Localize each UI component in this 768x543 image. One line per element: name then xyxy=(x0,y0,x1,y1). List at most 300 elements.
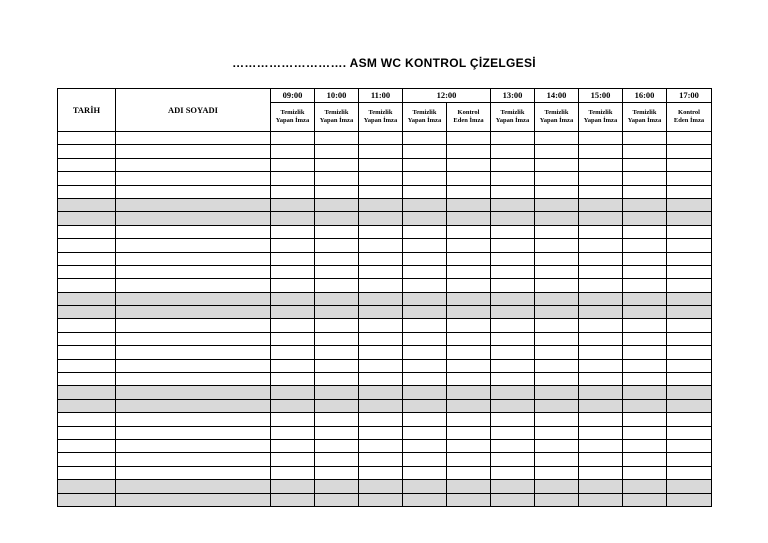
signature-cell[interactable] xyxy=(667,292,712,305)
signature-cell[interactable] xyxy=(315,453,359,466)
date-cell[interactable] xyxy=(58,132,116,145)
signature-cell[interactable] xyxy=(491,185,535,198)
name-cell[interactable] xyxy=(116,292,271,305)
signature-cell[interactable] xyxy=(623,439,667,452)
signature-cell[interactable] xyxy=(403,279,447,292)
signature-cell[interactable] xyxy=(359,185,403,198)
signature-cell[interactable] xyxy=(535,319,579,332)
signature-cell[interactable] xyxy=(579,453,623,466)
signature-cell[interactable] xyxy=(491,252,535,265)
signature-cell[interactable] xyxy=(359,413,403,426)
signature-cell[interactable] xyxy=(667,306,712,319)
date-cell[interactable] xyxy=(58,413,116,426)
signature-cell[interactable] xyxy=(667,225,712,238)
signature-cell[interactable] xyxy=(579,332,623,345)
signature-cell[interactable] xyxy=(491,373,535,386)
signature-cell[interactable] xyxy=(623,132,667,145)
signature-cell[interactable] xyxy=(315,279,359,292)
signature-cell[interactable] xyxy=(271,239,315,252)
signature-cell[interactable] xyxy=(667,132,712,145)
signature-cell[interactable] xyxy=(315,466,359,479)
signature-cell[interactable] xyxy=(491,279,535,292)
signature-cell[interactable] xyxy=(623,466,667,479)
signature-cell[interactable] xyxy=(315,145,359,158)
signature-cell[interactable] xyxy=(403,346,447,359)
signature-cell[interactable] xyxy=(535,346,579,359)
signature-cell[interactable] xyxy=(403,306,447,319)
signature-cell[interactable] xyxy=(491,399,535,412)
signature-cell[interactable] xyxy=(535,145,579,158)
signature-cell[interactable] xyxy=(359,212,403,225)
date-cell[interactable] xyxy=(58,225,116,238)
signature-cell[interactable] xyxy=(491,292,535,305)
signature-cell[interactable] xyxy=(359,132,403,145)
signature-cell[interactable] xyxy=(403,158,447,171)
date-cell[interactable] xyxy=(58,439,116,452)
signature-cell[interactable] xyxy=(403,466,447,479)
signature-cell[interactable] xyxy=(579,252,623,265)
date-cell[interactable] xyxy=(58,185,116,198)
date-cell[interactable] xyxy=(58,399,116,412)
date-cell[interactable] xyxy=(58,319,116,332)
signature-cell[interactable] xyxy=(403,413,447,426)
signature-cell[interactable] xyxy=(623,279,667,292)
signature-cell[interactable] xyxy=(271,172,315,185)
signature-cell[interactable] xyxy=(315,198,359,211)
name-cell[interactable] xyxy=(116,493,271,506)
signature-cell[interactable] xyxy=(315,158,359,171)
signature-cell[interactable] xyxy=(535,279,579,292)
name-cell[interactable] xyxy=(116,319,271,332)
signature-cell[interactable] xyxy=(623,386,667,399)
signature-cell[interactable] xyxy=(491,145,535,158)
date-cell[interactable] xyxy=(58,373,116,386)
signature-cell[interactable] xyxy=(579,172,623,185)
signature-cell[interactable] xyxy=(579,346,623,359)
signature-cell[interactable] xyxy=(579,399,623,412)
signature-cell[interactable] xyxy=(667,252,712,265)
signature-cell[interactable] xyxy=(271,132,315,145)
signature-cell[interactable] xyxy=(579,306,623,319)
signature-cell[interactable] xyxy=(535,493,579,506)
signature-cell[interactable] xyxy=(535,399,579,412)
signature-cell[interactable] xyxy=(403,373,447,386)
signature-cell[interactable] xyxy=(667,493,712,506)
signature-cell[interactable] xyxy=(359,373,403,386)
signature-cell[interactable] xyxy=(535,359,579,372)
signature-cell[interactable] xyxy=(535,439,579,452)
signature-cell[interactable] xyxy=(315,306,359,319)
signature-cell[interactable] xyxy=(667,158,712,171)
signature-cell[interactable] xyxy=(315,172,359,185)
signature-cell[interactable] xyxy=(667,319,712,332)
name-cell[interactable] xyxy=(116,145,271,158)
signature-cell[interactable] xyxy=(403,439,447,452)
signature-cell[interactable] xyxy=(623,346,667,359)
signature-cell[interactable] xyxy=(535,306,579,319)
signature-cell[interactable] xyxy=(623,332,667,345)
signature-cell[interactable] xyxy=(623,292,667,305)
signature-cell[interactable] xyxy=(271,279,315,292)
signature-cell[interactable] xyxy=(491,359,535,372)
signature-cell[interactable] xyxy=(623,399,667,412)
signature-cell[interactable] xyxy=(271,212,315,225)
signature-cell[interactable] xyxy=(667,399,712,412)
signature-cell[interactable] xyxy=(447,332,491,345)
signature-cell[interactable] xyxy=(491,332,535,345)
signature-cell[interactable] xyxy=(271,225,315,238)
name-cell[interactable] xyxy=(116,399,271,412)
signature-cell[interactable] xyxy=(579,493,623,506)
signature-cell[interactable] xyxy=(359,158,403,171)
signature-cell[interactable] xyxy=(667,480,712,493)
signature-cell[interactable] xyxy=(315,319,359,332)
signature-cell[interactable] xyxy=(579,145,623,158)
signature-cell[interactable] xyxy=(315,346,359,359)
signature-cell[interactable] xyxy=(447,373,491,386)
signature-cell[interactable] xyxy=(271,493,315,506)
signature-cell[interactable] xyxy=(623,239,667,252)
signature-cell[interactable] xyxy=(315,265,359,278)
date-cell[interactable] xyxy=(58,158,116,171)
date-cell[interactable] xyxy=(58,172,116,185)
signature-cell[interactable] xyxy=(491,426,535,439)
date-cell[interactable] xyxy=(58,493,116,506)
signature-cell[interactable] xyxy=(623,319,667,332)
signature-cell[interactable] xyxy=(579,212,623,225)
signature-cell[interactable] xyxy=(579,373,623,386)
signature-cell[interactable] xyxy=(579,158,623,171)
signature-cell[interactable] xyxy=(491,439,535,452)
signature-cell[interactable] xyxy=(579,359,623,372)
signature-cell[interactable] xyxy=(359,480,403,493)
signature-cell[interactable] xyxy=(667,145,712,158)
date-cell[interactable] xyxy=(58,265,116,278)
signature-cell[interactable] xyxy=(535,185,579,198)
signature-cell[interactable] xyxy=(491,225,535,238)
date-cell[interactable] xyxy=(58,252,116,265)
name-cell[interactable] xyxy=(116,453,271,466)
signature-cell[interactable] xyxy=(447,198,491,211)
signature-cell[interactable] xyxy=(271,453,315,466)
signature-cell[interactable] xyxy=(491,265,535,278)
signature-cell[interactable] xyxy=(535,466,579,479)
signature-cell[interactable] xyxy=(403,185,447,198)
signature-cell[interactable] xyxy=(623,306,667,319)
signature-cell[interactable] xyxy=(535,386,579,399)
signature-cell[interactable] xyxy=(667,466,712,479)
signature-cell[interactable] xyxy=(579,292,623,305)
signature-cell[interactable] xyxy=(447,466,491,479)
signature-cell[interactable] xyxy=(579,319,623,332)
signature-cell[interactable] xyxy=(271,185,315,198)
signature-cell[interactable] xyxy=(359,252,403,265)
signature-cell[interactable] xyxy=(315,292,359,305)
signature-cell[interactable] xyxy=(403,493,447,506)
signature-cell[interactable] xyxy=(359,453,403,466)
date-cell[interactable] xyxy=(58,466,116,479)
date-cell[interactable] xyxy=(58,453,116,466)
signature-cell[interactable] xyxy=(359,306,403,319)
signature-cell[interactable] xyxy=(403,319,447,332)
signature-cell[interactable] xyxy=(535,413,579,426)
signature-cell[interactable] xyxy=(271,158,315,171)
signature-cell[interactable] xyxy=(403,292,447,305)
signature-cell[interactable] xyxy=(359,439,403,452)
date-cell[interactable] xyxy=(58,279,116,292)
name-cell[interactable] xyxy=(116,426,271,439)
signature-cell[interactable] xyxy=(403,239,447,252)
signature-cell[interactable] xyxy=(579,265,623,278)
signature-cell[interactable] xyxy=(447,292,491,305)
signature-cell[interactable] xyxy=(491,132,535,145)
date-cell[interactable] xyxy=(58,359,116,372)
signature-cell[interactable] xyxy=(491,306,535,319)
signature-cell[interactable] xyxy=(403,332,447,345)
name-cell[interactable] xyxy=(116,225,271,238)
signature-cell[interactable] xyxy=(667,265,712,278)
signature-cell[interactable] xyxy=(403,145,447,158)
signature-cell[interactable] xyxy=(271,359,315,372)
signature-cell[interactable] xyxy=(271,306,315,319)
signature-cell[interactable] xyxy=(315,480,359,493)
signature-cell[interactable] xyxy=(491,413,535,426)
signature-cell[interactable] xyxy=(359,319,403,332)
signature-cell[interactable] xyxy=(491,239,535,252)
signature-cell[interactable] xyxy=(447,225,491,238)
signature-cell[interactable] xyxy=(271,386,315,399)
signature-cell[interactable] xyxy=(535,453,579,466)
name-cell[interactable] xyxy=(116,480,271,493)
date-cell[interactable] xyxy=(58,145,116,158)
signature-cell[interactable] xyxy=(623,225,667,238)
signature-cell[interactable] xyxy=(535,292,579,305)
signature-cell[interactable] xyxy=(447,399,491,412)
signature-cell[interactable] xyxy=(667,212,712,225)
signature-cell[interactable] xyxy=(579,466,623,479)
signature-cell[interactable] xyxy=(447,413,491,426)
signature-cell[interactable] xyxy=(315,239,359,252)
signature-cell[interactable] xyxy=(271,346,315,359)
signature-cell[interactable] xyxy=(623,145,667,158)
signature-cell[interactable] xyxy=(403,198,447,211)
date-cell[interactable] xyxy=(58,292,116,305)
signature-cell[interactable] xyxy=(579,185,623,198)
signature-cell[interactable] xyxy=(535,239,579,252)
signature-cell[interactable] xyxy=(667,332,712,345)
signature-cell[interactable] xyxy=(623,480,667,493)
signature-cell[interactable] xyxy=(447,426,491,439)
signature-cell[interactable] xyxy=(403,399,447,412)
signature-cell[interactable] xyxy=(623,212,667,225)
signature-cell[interactable] xyxy=(315,493,359,506)
signature-cell[interactable] xyxy=(315,332,359,345)
signature-cell[interactable] xyxy=(315,359,359,372)
signature-cell[interactable] xyxy=(447,359,491,372)
signature-cell[interactable] xyxy=(447,172,491,185)
signature-cell[interactable] xyxy=(403,453,447,466)
signature-cell[interactable] xyxy=(667,172,712,185)
signature-cell[interactable] xyxy=(491,480,535,493)
signature-cell[interactable] xyxy=(491,198,535,211)
signature-cell[interactable] xyxy=(403,212,447,225)
date-cell[interactable] xyxy=(58,239,116,252)
signature-cell[interactable] xyxy=(359,145,403,158)
signature-cell[interactable] xyxy=(271,198,315,211)
date-cell[interactable] xyxy=(58,346,116,359)
signature-cell[interactable] xyxy=(667,279,712,292)
signature-cell[interactable] xyxy=(667,198,712,211)
signature-cell[interactable] xyxy=(667,386,712,399)
signature-cell[interactable] xyxy=(403,386,447,399)
signature-cell[interactable] xyxy=(535,172,579,185)
signature-cell[interactable] xyxy=(579,439,623,452)
name-cell[interactable] xyxy=(116,132,271,145)
signature-cell[interactable] xyxy=(359,332,403,345)
signature-cell[interactable] xyxy=(535,265,579,278)
date-cell[interactable] xyxy=(58,306,116,319)
signature-cell[interactable] xyxy=(447,306,491,319)
signature-cell[interactable] xyxy=(359,426,403,439)
signature-cell[interactable] xyxy=(271,373,315,386)
signature-cell[interactable] xyxy=(447,453,491,466)
signature-cell[interactable] xyxy=(359,346,403,359)
name-cell[interactable] xyxy=(116,279,271,292)
signature-cell[interactable] xyxy=(359,399,403,412)
signature-cell[interactable] xyxy=(359,466,403,479)
signature-cell[interactable] xyxy=(667,453,712,466)
signature-cell[interactable] xyxy=(315,413,359,426)
name-cell[interactable] xyxy=(116,373,271,386)
signature-cell[interactable] xyxy=(491,493,535,506)
signature-cell[interactable] xyxy=(315,132,359,145)
signature-cell[interactable] xyxy=(271,332,315,345)
signature-cell[interactable] xyxy=(623,359,667,372)
signature-cell[interactable] xyxy=(359,225,403,238)
signature-cell[interactable] xyxy=(579,239,623,252)
name-cell[interactable] xyxy=(116,346,271,359)
signature-cell[interactable] xyxy=(535,158,579,171)
signature-cell[interactable] xyxy=(315,386,359,399)
signature-cell[interactable] xyxy=(403,132,447,145)
signature-cell[interactable] xyxy=(271,292,315,305)
signature-cell[interactable] xyxy=(271,319,315,332)
signature-cell[interactable] xyxy=(447,346,491,359)
signature-cell[interactable] xyxy=(447,493,491,506)
name-cell[interactable] xyxy=(116,359,271,372)
signature-cell[interactable] xyxy=(579,198,623,211)
signature-cell[interactable] xyxy=(535,132,579,145)
signature-cell[interactable] xyxy=(579,426,623,439)
signature-cell[interactable] xyxy=(447,158,491,171)
signature-cell[interactable] xyxy=(315,212,359,225)
signature-cell[interactable] xyxy=(403,172,447,185)
signature-cell[interactable] xyxy=(447,265,491,278)
signature-cell[interactable] xyxy=(271,252,315,265)
signature-cell[interactable] xyxy=(623,453,667,466)
signature-cell[interactable] xyxy=(491,212,535,225)
name-cell[interactable] xyxy=(116,439,271,452)
signature-cell[interactable] xyxy=(447,185,491,198)
signature-cell[interactable] xyxy=(359,198,403,211)
name-cell[interactable] xyxy=(116,252,271,265)
signature-cell[interactable] xyxy=(359,386,403,399)
signature-cell[interactable] xyxy=(623,426,667,439)
name-cell[interactable] xyxy=(116,265,271,278)
signature-cell[interactable] xyxy=(271,466,315,479)
signature-cell[interactable] xyxy=(579,225,623,238)
signature-cell[interactable] xyxy=(535,198,579,211)
signature-cell[interactable] xyxy=(271,145,315,158)
signature-cell[interactable] xyxy=(667,373,712,386)
signature-cell[interactable] xyxy=(359,292,403,305)
signature-cell[interactable] xyxy=(359,239,403,252)
signature-cell[interactable] xyxy=(579,132,623,145)
signature-cell[interactable] xyxy=(359,493,403,506)
signature-cell[interactable] xyxy=(403,359,447,372)
name-cell[interactable] xyxy=(116,239,271,252)
signature-cell[interactable] xyxy=(667,185,712,198)
signature-cell[interactable] xyxy=(403,426,447,439)
signature-cell[interactable] xyxy=(315,225,359,238)
signature-cell[interactable] xyxy=(623,185,667,198)
signature-cell[interactable] xyxy=(447,239,491,252)
name-cell[interactable] xyxy=(116,332,271,345)
name-cell[interactable] xyxy=(116,198,271,211)
signature-cell[interactable] xyxy=(447,212,491,225)
signature-cell[interactable] xyxy=(403,265,447,278)
signature-cell[interactable] xyxy=(315,185,359,198)
name-cell[interactable] xyxy=(116,386,271,399)
signature-cell[interactable] xyxy=(623,198,667,211)
signature-cell[interactable] xyxy=(667,239,712,252)
signature-cell[interactable] xyxy=(271,399,315,412)
signature-cell[interactable] xyxy=(271,426,315,439)
signature-cell[interactable] xyxy=(579,279,623,292)
signature-cell[interactable] xyxy=(447,145,491,158)
signature-cell[interactable] xyxy=(315,426,359,439)
signature-cell[interactable] xyxy=(623,158,667,171)
signature-cell[interactable] xyxy=(491,386,535,399)
signature-cell[interactable] xyxy=(623,373,667,386)
signature-cell[interactable] xyxy=(623,265,667,278)
signature-cell[interactable] xyxy=(315,439,359,452)
date-cell[interactable] xyxy=(58,386,116,399)
name-cell[interactable] xyxy=(116,212,271,225)
signature-cell[interactable] xyxy=(623,413,667,426)
name-cell[interactable] xyxy=(116,306,271,319)
signature-cell[interactable] xyxy=(403,252,447,265)
signature-cell[interactable] xyxy=(447,319,491,332)
signature-cell[interactable] xyxy=(623,172,667,185)
date-cell[interactable] xyxy=(58,480,116,493)
signature-cell[interactable] xyxy=(447,386,491,399)
signature-cell[interactable] xyxy=(579,413,623,426)
signature-cell[interactable] xyxy=(535,225,579,238)
signature-cell[interactable] xyxy=(667,439,712,452)
signature-cell[interactable] xyxy=(623,493,667,506)
signature-cell[interactable] xyxy=(667,346,712,359)
signature-cell[interactable] xyxy=(667,413,712,426)
signature-cell[interactable] xyxy=(535,373,579,386)
signature-cell[interactable] xyxy=(579,386,623,399)
signature-cell[interactable] xyxy=(359,172,403,185)
date-cell[interactable] xyxy=(58,332,116,345)
signature-cell[interactable] xyxy=(535,426,579,439)
date-cell[interactable] xyxy=(58,212,116,225)
signature-cell[interactable] xyxy=(535,252,579,265)
name-cell[interactable] xyxy=(116,185,271,198)
